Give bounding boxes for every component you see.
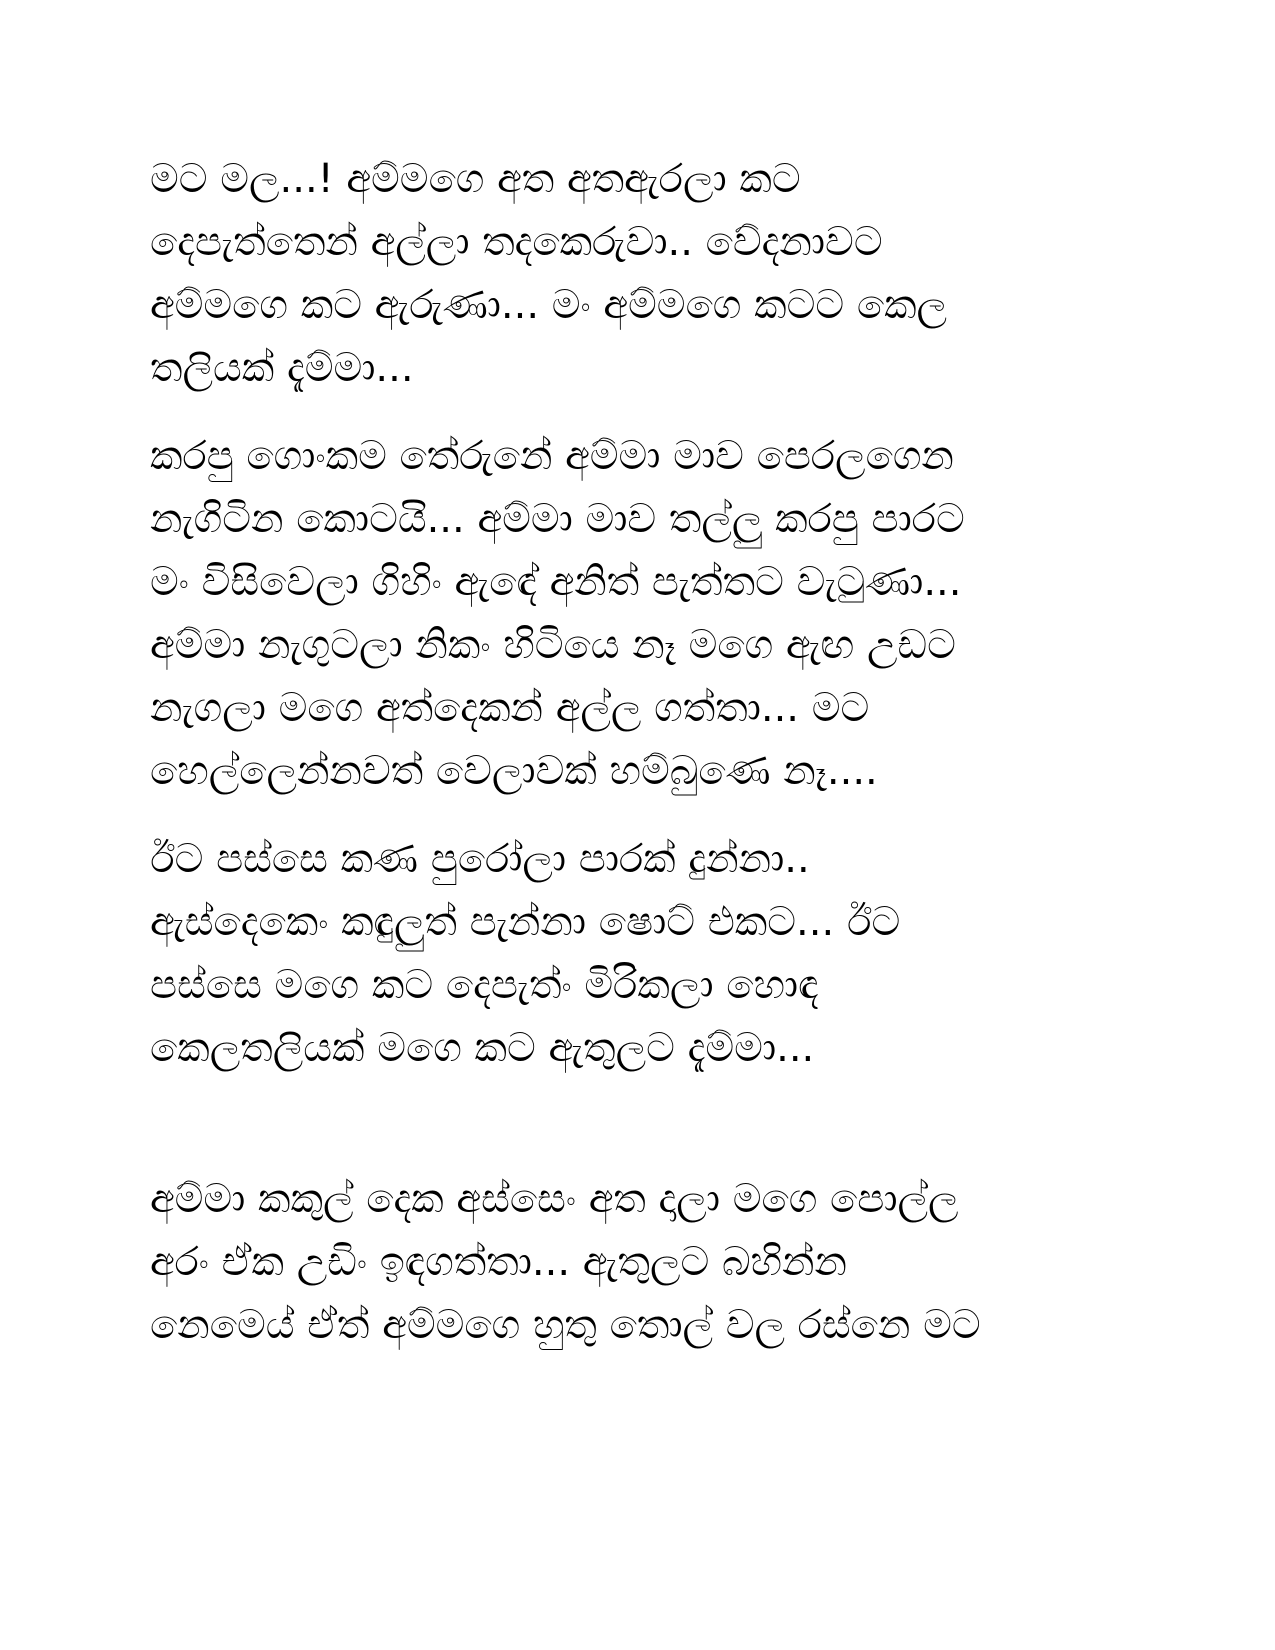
text-line: අම්මා කකුල් දෙක අස්සෙං අත දාලා මගෙ පොල්ල [150, 1176, 959, 1222]
text-line: නැගිටින කොටයි... අම්මා මාව තල්ලු කරපු පාරට [150, 496, 965, 542]
text-line: ඊට පස්සෙ කණ පුරෝලා පාරක් දුන්නා.. [150, 836, 810, 882]
text-line: කරපු ගොංකම තේරුනේ අම්මා මාව පෙරලගෙන [150, 433, 954, 479]
text-line: අම්මා නැගුටලා නිකං හිටියෙ නෑ මගෙ ඇඟ උඩට [150, 622, 956, 668]
text-line: ඇස්දෙකෙං කඳුලුත් පැන්නා ෂොට් එකට... ඊට [150, 899, 901, 945]
text-line: අම්මගෙ කට ඇරුණා... මං අම්මගෙ කටට කෙල [150, 282, 948, 328]
paragraph-2 [150, 425, 1230, 803]
text-line: කෙලතලියක් මගෙ කට ඇතුලට දැම්මා... [150, 1025, 815, 1071]
text-line: තලියක් දැම්මා... [150, 345, 414, 391]
text-line: අරං ඒක උඩිං ඉඳගත්තා... ඇතුලට බහින්න [150, 1239, 847, 1285]
text-line: හෙල්ලෙන්නවත් වෙලාවක් හම්බුණෙ නෑ.... [150, 748, 878, 794]
text-line: මට මල...! අම්මගෙ අත අතඇරලා කට [150, 156, 801, 202]
text-line: පස්සෙ මගෙ කට දෙපැත්ං මිරිකලා හොඳ [150, 962, 819, 1008]
paragraph-3 [150, 828, 1230, 1080]
text-line: නෙමෙය් ඒත් අම්මගෙ හුතු තොල් වල රස්නෙ මට [150, 1302, 981, 1348]
paragraph-4 [150, 1168, 1230, 1357]
text-line: නැගලා මගෙ අත්දෙකන් අල්ල ගත්තා... මට [150, 685, 870, 731]
text-line: මං විසිවෙලා ගිහිං ඇඳේ අනිත් පැත්තට වැටුණා... [150, 559, 962, 605]
text-line: දෙපැත්තෙන් අල්ලා තදකෙරුවා.. වේදනාවට [150, 219, 883, 265]
paragraph-1 [150, 148, 1230, 400]
